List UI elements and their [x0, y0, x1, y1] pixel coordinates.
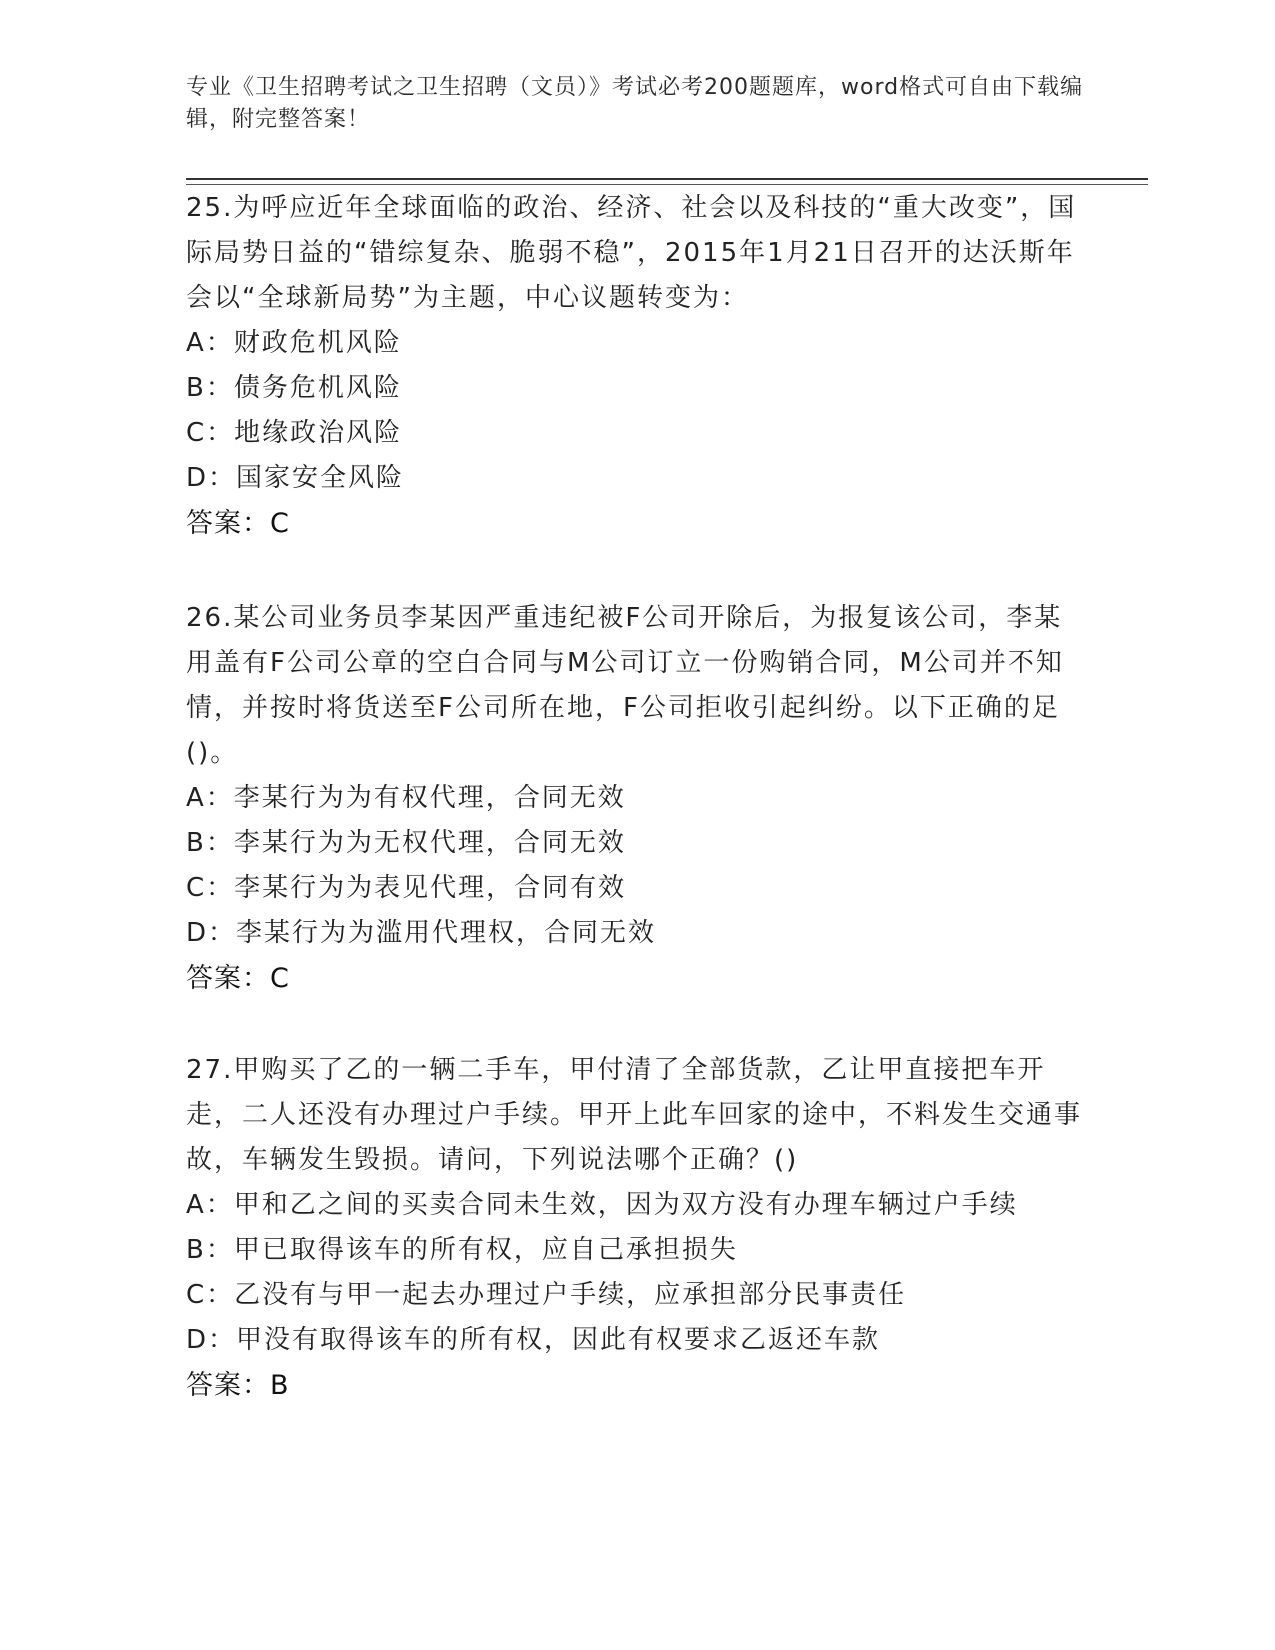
option-b: B：李某行为为无权代理，合同无效: [186, 828, 626, 858]
option-c: C：乙没有与甲一起去办理过户手续，应承担部分民事责任: [186, 1280, 907, 1310]
question-stem: 27.甲购买了乙的一辆二手车，甲付清了全部货款，乙让甲直接把车开走，二人还没有办理过户手续。甲开上此车回家的途中，不料发生交通事故，车辆发生毁损。请问，下列说法哪个正确？(): [186, 1055, 1083, 1175]
option-d: D：甲没有取得该车的所有权，因此有权要求乙返还车款: [186, 1325, 881, 1355]
option-b: B：甲已取得该车的所有权，应自己承担损失: [186, 1235, 738, 1265]
header-divider-thick: [186, 178, 1148, 180]
question-27: [186, 1048, 1086, 1408]
answer: 答案：B: [186, 1370, 290, 1401]
answer: 答案：C: [186, 508, 290, 539]
answer: 答案：C: [186, 963, 290, 994]
option-a: A：财政危机风险: [186, 328, 402, 358]
header-divider-thin: [186, 184, 1148, 185]
option-d: D：国家安全风险: [186, 463, 405, 493]
option-c: C：李某行为为表见代理，合同有效: [186, 873, 627, 903]
option-d: D：李某行为为滥用代理权，合同无效: [186, 918, 657, 948]
page-header: 专业《卫生招聘考试之卫生招聘（文员）》考试必考200题题库，word格式可自由下载编辑，附完整答案！: [186, 75, 1084, 132]
question-stem: 26.某公司业务员李某因严重违纪被F公司开除后，为报复该公司，李某用盖有F公司公章的空白合同与M公司订立一份购销合同，M公司并不知情，并按时将货送至F公司所在地，F公司拒收引起纠纷。以下正确的足()。: [186, 603, 1064, 768]
question-25: [186, 186, 1086, 546]
option-b: B：债务危机风险: [186, 373, 402, 403]
question-26: [186, 596, 1086, 1001]
option-a: A：李某行为为有权代理，合同无效: [186, 783, 626, 813]
option-c: C：地缘政治风险: [186, 418, 403, 448]
option-a: A：甲和乙之间的买卖合同未生效，因为双方没有办理车辆过户手续: [186, 1190, 1018, 1220]
question-stem: 25.为呼应近年全球面临的政治、经济、社会以及科技的“重大改变”，国际局势日益的“错综复杂、脆弱不稳”，2015年1月21日召开的达沃斯年会以“全球新局势”为主题，中心议题转变为：: [186, 193, 1077, 313]
